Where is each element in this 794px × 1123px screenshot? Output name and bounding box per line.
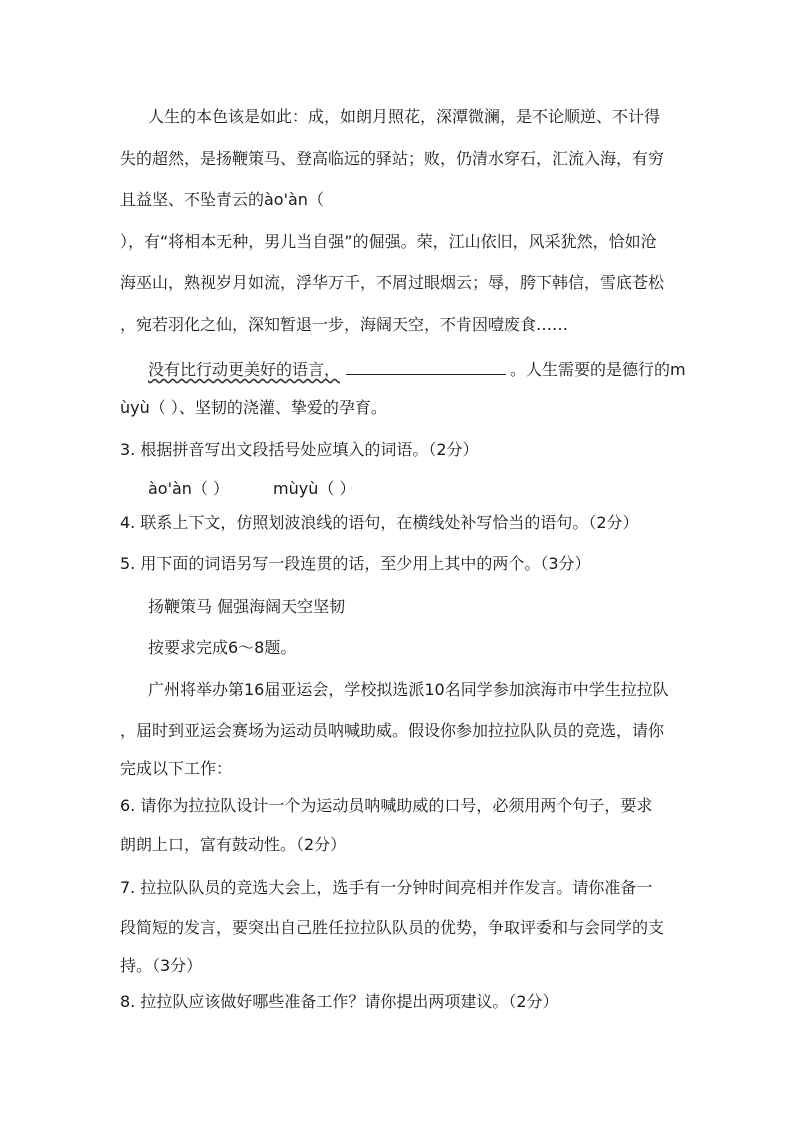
question-7-line-2: 段简短的发言，要突出自己胜任拉拉队队员的优势，争取评委和与会同学的支 [120, 918, 665, 937]
question-3-pinyin-row [0, 478, 794, 500]
question-3: 3. 根据拼音写出文段括号处应填入的词语。（2分） [120, 440, 479, 459]
section-instruction: 按要求完成6～8题。 [148, 638, 297, 657]
question-7-line-1: 7. 拉拉队队员的竞选大会上，选手有一分钟时间亮相并作发言。请你准备一 [120, 878, 653, 897]
intro-line-2: ，届时到亚运会赛场为运动员呐喊助威。假设你参加拉拉队队员的竞选，请你 [120, 721, 665, 740]
passage-line-1: 人生的本色该是如此：成，如朗月照花，深潭微澜，是不论顺逆、不计得 [148, 107, 661, 126]
passage-line-8: ùyù（ ）、坚韧的浇灌、挚爱的孕育。 [120, 398, 387, 417]
passage-line-3: 且益坚、不坠青云的ào'àn（ [120, 190, 324, 209]
passage-line-7 [0, 356, 794, 381]
question-6-line-1: 6. 请你为拉拉队设计一个为运动员呐喊助威的口号，必须用两个句子，要求 [120, 796, 653, 815]
question-4: 4. 联系上下文，仿照划波浪线的语句，在横线处补写恰当的语句。（2分） [120, 513, 639, 532]
passage-line-2: 失的超然，是扬鞭策马、登高临远的驿站；败，仍清水穿石，汇流入海，有穷 [120, 149, 665, 168]
passage-line-6: ，宛若羽化之仙，深知暂退一步，海阔天空，不肯因噎废食…… [120, 315, 569, 334]
intro-line-1: 广州将举办第16届亚运会，学校拟选派10名同学参加滨海市中学生拉拉队 [148, 680, 669, 699]
pinyin-blank-muyu: mùyù（ ） [273, 479, 356, 498]
after-blank-text: 。人生需要的是德行的m [510, 360, 686, 379]
intro-line-3: 完成以下工作： [120, 759, 233, 778]
passage-line-5: 海巫山，熟视岁月如流，浮华万千，不屑过眼烟云；辱，胯下韩信，雪底苍松 [120, 273, 665, 292]
question-5: 5. 用下面的词语另写一段连贯的话，至少用上其中的两个。（3分） [120, 554, 591, 573]
answer-blank-line[interactable] [346, 356, 506, 375]
question-6-line-2: 朗朗上口，富有鼓动性。（2分） [120, 835, 347, 854]
question-8: 8. 拉拉队应该做好哪些准备工作？请你提出两项建议。（2分） [120, 992, 559, 1011]
question-7-line-3: 持。（3分） [120, 956, 203, 975]
question-5-words: 扬鞭策马 倔强海阔天空坚韧 [148, 597, 346, 616]
wavy-underlined-sentence: 没有比行动更美好的语言， [148, 360, 341, 379]
pinyin-blank-aoan: ào'àn（ ） [148, 479, 230, 498]
passage-line-4: ），有“将相本无种，男儿当自强”的倔强。荣，江山依旧，风采犹然，恰如沧 [120, 232, 657, 251]
